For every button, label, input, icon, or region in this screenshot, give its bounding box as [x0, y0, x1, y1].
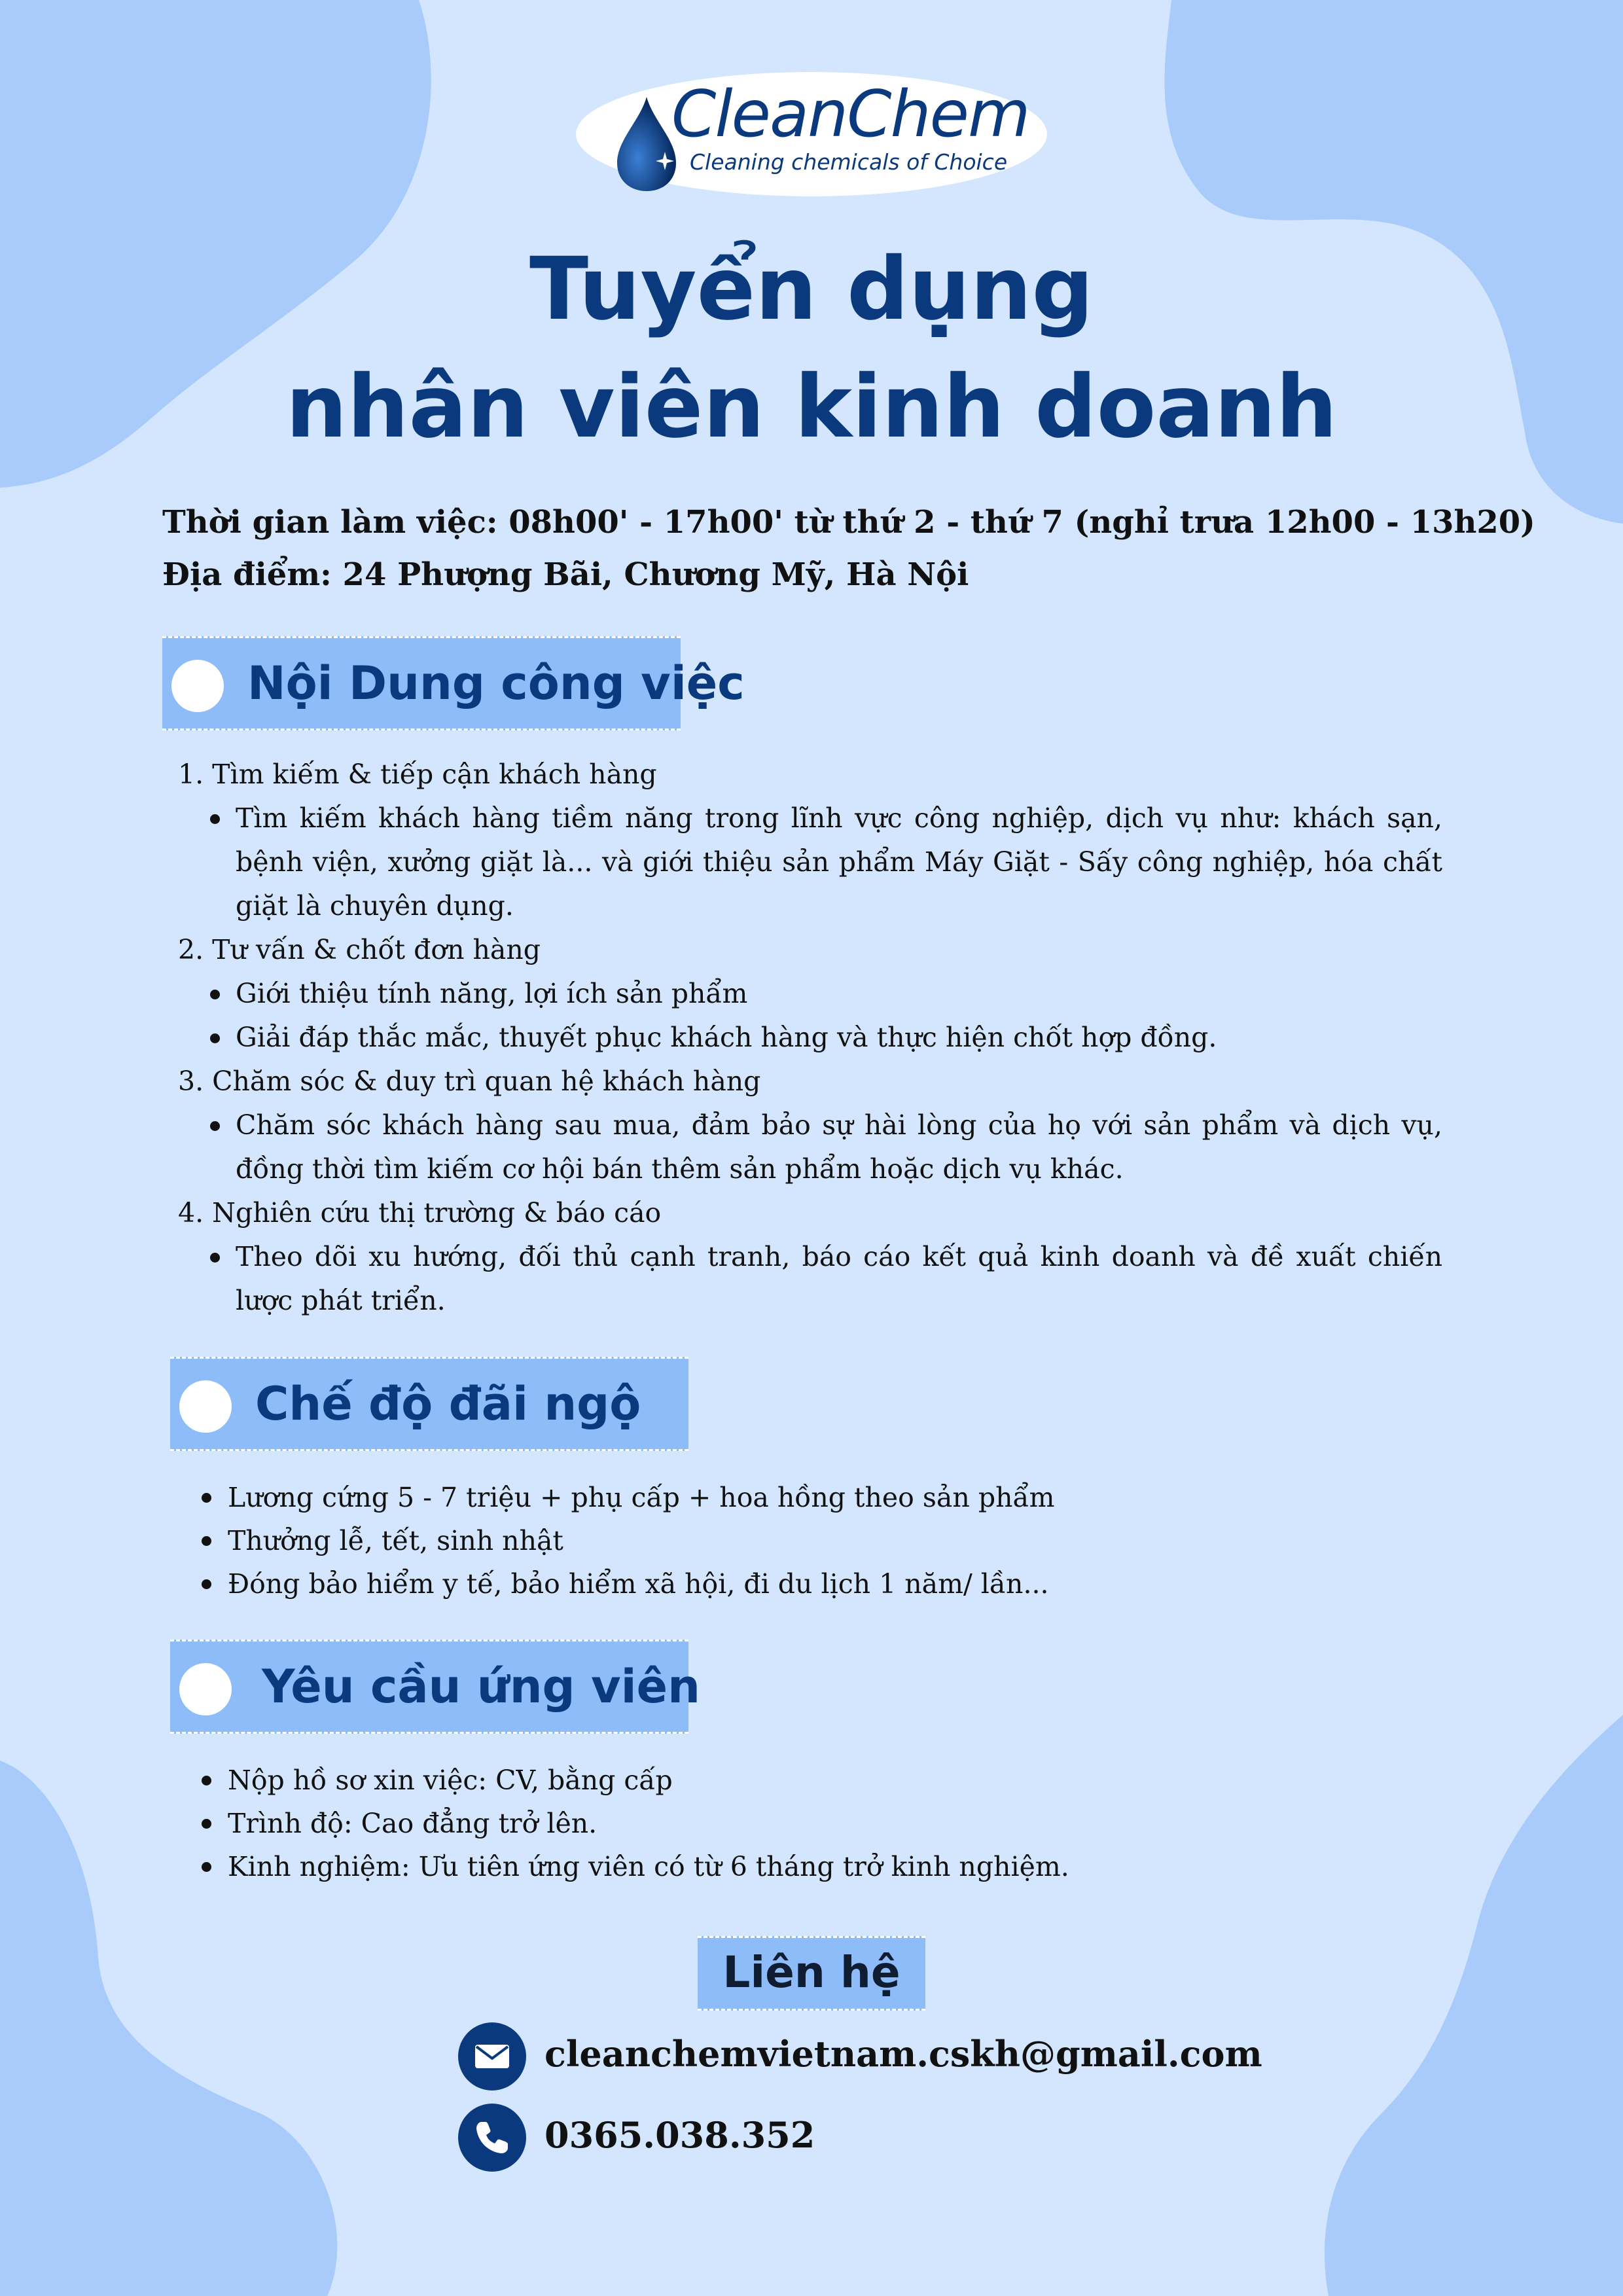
job-group-title: 3. Chăm sóc & duy trì quan hệ khách hàng: [178, 1066, 761, 1097]
list-item: Giới thiệu tính năng, lợi ích sản phẩm: [178, 972, 1442, 1016]
water-drop-icon: [614, 94, 679, 192]
list-item: Nộp hồ sơ xin việc: CV, bằng cấp: [196, 1759, 1440, 1802]
job-group-title: 2. Tư vấn & chốt đơn hàng: [178, 934, 541, 965]
section-label-requirements: [170, 1640, 700, 1734]
logo-wordmark: CleanChem: [671, 77, 1029, 152]
company-logo: [576, 72, 1047, 196]
work-location: Địa điểm: 24 Phượng Bãi, Chương Mỹ, Hà Nội: [162, 556, 969, 593]
page-title-line-2: nhân viên kinh doanh: [285, 357, 1338, 457]
list-item: Thưởng lễ, tết, sinh nhật: [196, 1519, 1440, 1562]
list-item: Theo dõi xu hướng, đối thủ cạnh tranh, báo cáo kết quả kinh doanh và đề xuất chiến lược phát triển.: [178, 1235, 1442, 1323]
envelope-icon: [458, 2022, 526, 2090]
job-group-title: 1. Tìm kiếm & tiếp cận khách hàng: [178, 759, 657, 790]
contact-email[interactable]: cleanchemvietnam.cskh@gmail.com: [544, 2033, 1262, 2075]
list-item: Kinh nghiệm: Ưu tiên ứng viên có từ 6 tháng trở kinh nghiệm.: [196, 1845, 1440, 1888]
job-group: [178, 928, 1442, 1060]
requirements-list: [196, 1759, 1440, 1888]
section-heading: Nội Dung công việc: [247, 656, 745, 710]
phone-icon: [458, 2104, 526, 2172]
job-group: [178, 753, 1442, 928]
job-group: [178, 1191, 1442, 1323]
benefits-list: [196, 1476, 1440, 1605]
list-item: Chăm sóc khách hàng sau mua, đảm bảo sự hài lòng của họ với sản phẩm và dịch vụ, đồng thời tìm kiếm cơ hội bán thêm sản phẩm hoặc dịch vụ khác.: [178, 1103, 1442, 1191]
circle-marker: [179, 1380, 232, 1433]
logo-tagline: Cleaning chemicals of Choice: [690, 149, 1008, 175]
circle-marker: [179, 1663, 232, 1715]
list-item: Đóng bảo hiểm y tế, bảo hiểm xã hội, đi du lịch 1 năm/ lần...: [196, 1562, 1440, 1605]
contact-heading: Liên hệ: [698, 1936, 925, 2011]
section-label-benefits: [170, 1357, 688, 1451]
working-hours: Thời gian làm việc: 08h00' - 17h00' từ thứ 2 - thứ 7 (nghỉ trưa 12h00 - 13h20): [162, 504, 1535, 541]
list-item: Lương cứng 5 - 7 triệu + phụ cấp + hoa hồng theo sản phẩm: [196, 1476, 1440, 1519]
page-title-line-1: Tuyển dụng: [529, 239, 1094, 340]
list-item: Tìm kiếm khách hàng tiềm năng trong lĩnh vực công nghiệp, dịch vụ như: khách sạn, bệnh viện, xưởng giặt là... và giới thiệu sản phẩm Máy Giặt - Sấy công nghiệp, hóa chất giặt là chuyên dụng.: [178, 797, 1442, 928]
section-heading: Chế độ đãi ngộ: [255, 1377, 641, 1431]
job-group-title: 4. Nghiên cứu thị trường & báo cáo: [178, 1197, 662, 1229]
job-content-list: [178, 753, 1442, 1323]
circle-marker: [171, 660, 224, 712]
section-heading: Yêu cầu ứng viên: [262, 1660, 700, 1713]
list-item: Giải đáp thắc mắc, thuyết phục khách hàng và thực hiện chốt hợp đồng.: [178, 1016, 1442, 1060]
job-group: [178, 1060, 1442, 1191]
contact-phone[interactable]: 0365.038.352: [544, 2114, 815, 2156]
list-item: Trình độ: Cao đẳng trở lên.: [196, 1802, 1440, 1845]
section-label-job-content: [162, 636, 745, 730]
